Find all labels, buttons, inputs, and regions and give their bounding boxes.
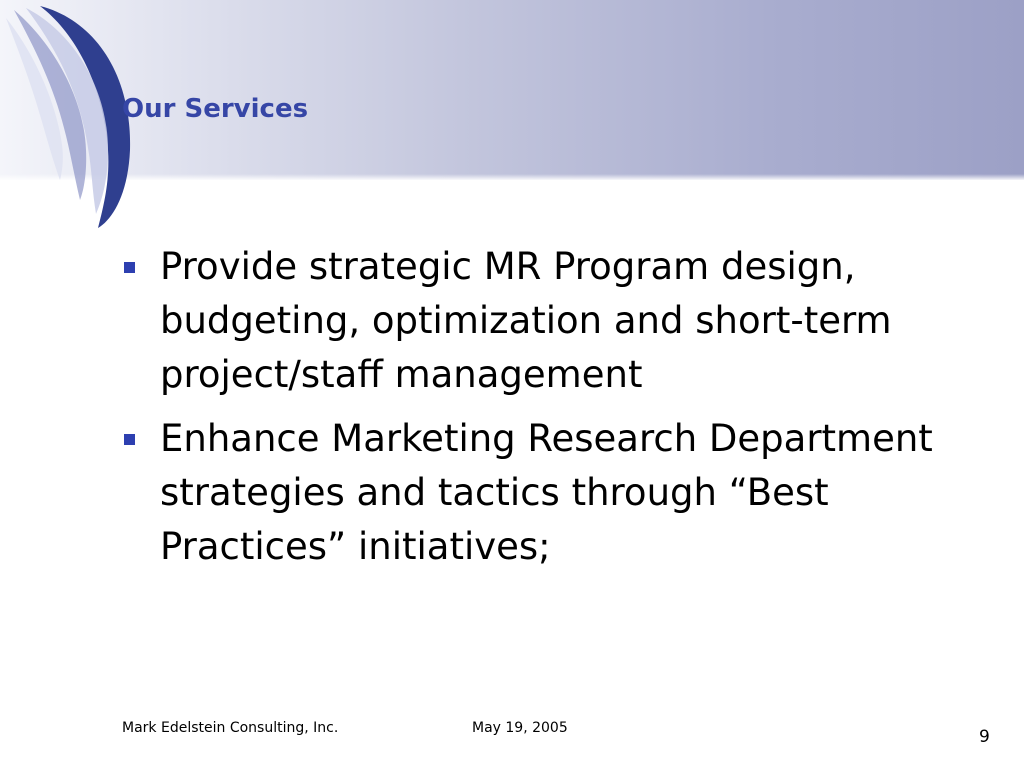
bullet-text: Provide strategic MR Program design, budgeting, optimization and short-term project/staff management: [160, 245, 892, 396]
bullet-list: [122, 240, 982, 584]
page-number: 9: [979, 727, 990, 747]
list-item: [122, 240, 982, 402]
footer-date: May 19, 2005: [472, 720, 568, 736]
header-band: [0, 0, 1024, 180]
bullet-text: Enhance Marketing Research Department strategies and tactics through “Best Practices” initiatives;: [160, 417, 933, 568]
square-bullet-icon: [124, 434, 135, 445]
slide-title: Our Services: [122, 94, 309, 124]
footer-company: Mark Edelstein Consulting, Inc.: [122, 720, 339, 736]
square-bullet-icon: [124, 262, 135, 273]
list-item: [122, 412, 982, 574]
swirl-decoration: [0, 0, 140, 240]
